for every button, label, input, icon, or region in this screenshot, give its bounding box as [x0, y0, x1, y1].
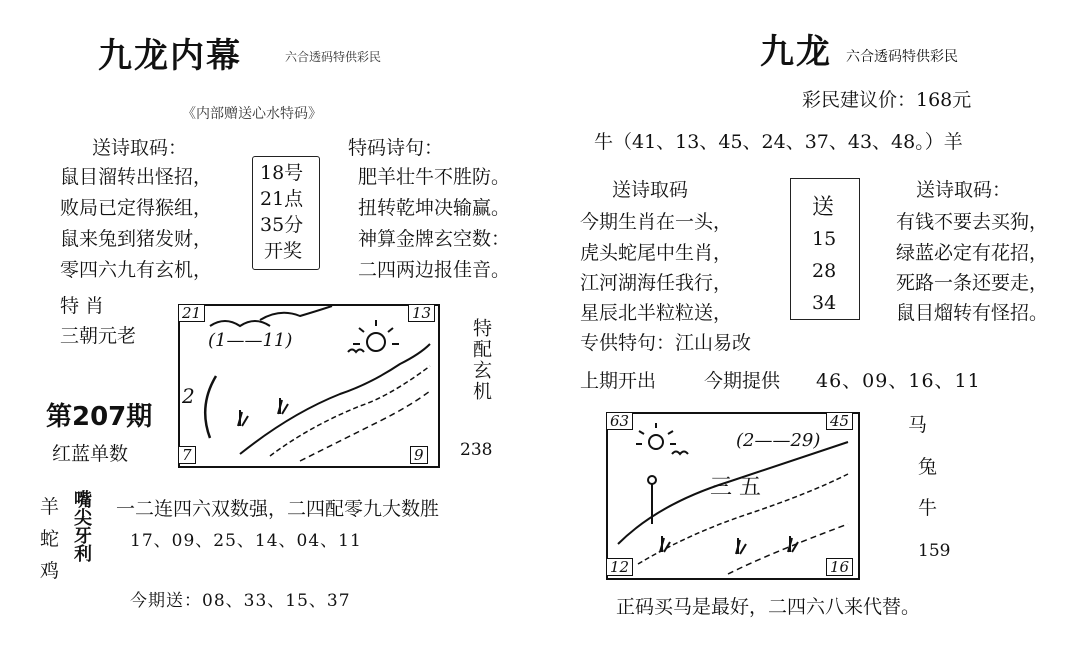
- zodiac-item: 蛇: [40, 528, 60, 550]
- right-poem-left-line: 今期生肖在一头，: [580, 211, 733, 233]
- send-box-line: 34: [812, 292, 837, 314]
- left-poem-line: 鼠来兔到猪发财，: [60, 228, 213, 250]
- right-title: 九龙: [760, 32, 832, 72]
- special-value: 三朝元老: [60, 325, 137, 347]
- this-period: 今期提供: [704, 370, 781, 392]
- left-pic-corner: 2: [182, 384, 195, 408]
- right-poem-right-line: 有钱不要去买狗，: [896, 211, 1049, 233]
- code-poem-line: 神算金牌玄空数：: [358, 228, 511, 250]
- right-pic-corner: 63: [606, 412, 633, 430]
- left-pic-text: (1——11): [208, 330, 293, 351]
- tooth-text: 嘴尖牙利: [71, 490, 92, 562]
- left-poem-heading: 送诗取码：: [92, 137, 188, 159]
- number-159: 159: [918, 541, 951, 561]
- pic-number: 238: [460, 440, 493, 460]
- zodiac-item: 鸡: [40, 560, 60, 582]
- code-poem-line: 扭转乾坤决输赢。: [358, 197, 511, 219]
- left-picture: [178, 304, 440, 468]
- last-period: 上期开出: [580, 370, 657, 392]
- right-poem-right-line: 鼠目熘转有怪招。: [896, 302, 1049, 324]
- left-line1: 一二连四六双数强，二四配零九大数胜: [116, 498, 440, 520]
- draw-time-line: 35分: [260, 214, 304, 236]
- zodiac-list-item: 牛: [918, 497, 938, 519]
- left-poem-line: 零四六九有玄机，: [60, 259, 213, 281]
- zodiac-list-item: 马: [908, 414, 928, 436]
- draw-time-line: 18号: [260, 162, 304, 184]
- code-poem-line: 肥羊壮牛不胜防。: [358, 166, 511, 188]
- numbers-line: 牛（41、13、45、24、37、43、48。）羊: [594, 131, 963, 153]
- draw-time-line: 开奖: [264, 240, 303, 262]
- zodiac-list-item: 兔: [918, 456, 938, 478]
- send-box-line: 送: [812, 195, 835, 220]
- right-poem-heading-left: 送诗取码: [612, 179, 689, 201]
- right-poem-left-line: 虎头蛇尾中生肖，: [580, 242, 733, 264]
- right-footer: 正码买马是最好，二四六八来代替。: [616, 596, 921, 618]
- left-pic-corner: 9: [410, 446, 428, 464]
- left-pic-corner: 13: [408, 304, 435, 322]
- right-pic-center: 三 五: [710, 475, 761, 500]
- issue-number: 第207期: [46, 402, 153, 432]
- side-vertical-text: 特配玄机: [470, 318, 492, 402]
- right-poem-left-line: 江河湖海任我行，: [580, 272, 733, 294]
- right-subtitle: 六合透码特供彩民: [846, 49, 958, 65]
- right-pic-corner: 12: [606, 558, 633, 576]
- zodiac-item: 羊: [40, 496, 60, 518]
- today-line: 今期送：08、33、15、37: [130, 591, 351, 611]
- left-pic-corner: 7: [178, 446, 196, 464]
- right-pic-corner: 45: [826, 412, 853, 430]
- draw-time-line: 21点: [260, 188, 304, 210]
- code-poem-line: 二四两边报佳音。: [358, 259, 511, 281]
- left-poem-line: 败局已定得猴组，: [60, 197, 213, 219]
- provided-numbers: 46、09、16、11: [816, 370, 981, 392]
- right-poem-right-line: 死路一条还要走，: [896, 272, 1049, 294]
- right-poem-left-line: 星辰北半粒粒送，: [580, 302, 733, 324]
- color-hint: 红蓝单数: [52, 443, 129, 465]
- right-poem-heading-right: 送诗取码：: [916, 179, 1012, 201]
- left-pic-corner: 21: [178, 304, 205, 322]
- left-subtitle: 六合透码特供彩民: [285, 50, 382, 64]
- right-pic-text: (2——29): [736, 430, 821, 451]
- left-title: 九龙内幕: [98, 36, 242, 76]
- right-pic-corner: 16: [826, 558, 853, 576]
- right-poem-right-line: 绿蓝必定有花招，: [896, 242, 1049, 264]
- special-label: 特 肖: [60, 295, 105, 317]
- special-poem: 专供特句：江山易改: [580, 332, 752, 354]
- send-box-line: 28: [812, 260, 837, 282]
- left-slogan: 《内部赠送心水特码》: [182, 106, 322, 122]
- left-poem-line: 鼠目溜转出怪招，: [60, 166, 213, 188]
- left-line2: 17、09、25、14、04、11: [130, 531, 362, 551]
- code-poem-heading: 特码诗句：: [348, 137, 444, 159]
- price: 彩民建议价：168元: [802, 89, 972, 111]
- send-box-line: 15: [812, 228, 837, 250]
